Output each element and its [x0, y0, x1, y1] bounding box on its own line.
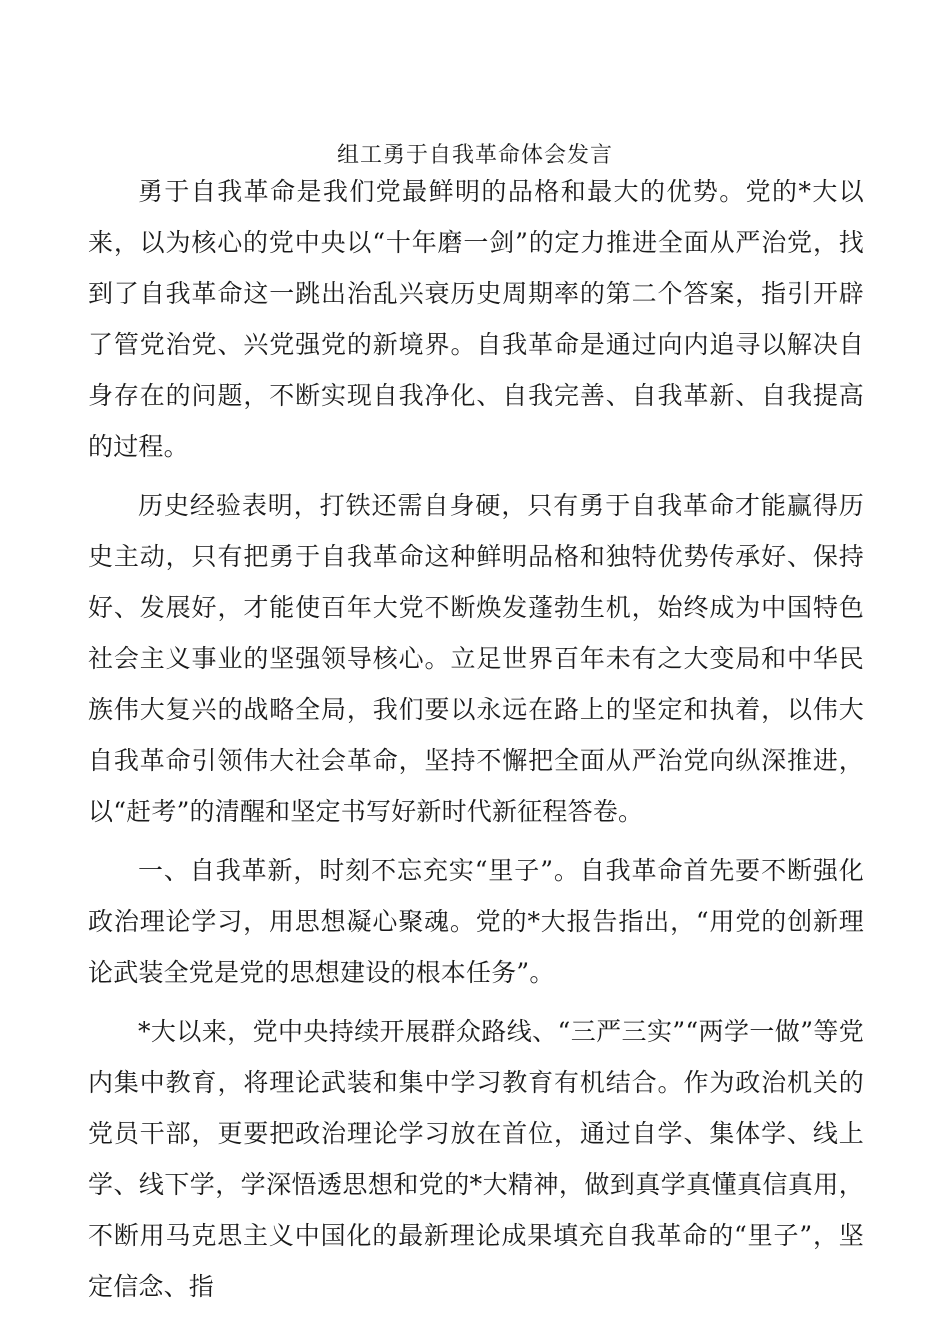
paragraph-2: 历史经验表明，打铁还需自身硬，只有勇于自我革命才能赢得历史主动，只有把勇于自我革命这种鲜明品格和独特优势传承好、保持好、发展好，才能使百年大党不断焕发蓬勃生机，始终成为中国特色社会主义事业的坚强领导核心。立足世界百年未有之大变局和中华民族伟大复兴的战略全局，我们要以永远在路上的坚定和执着，以伟大自我革命引领伟大社会革命，坚持不懈把全面从严治党向纵深推进，以“赶考”的清醒和坚定书写好新时代新征程答卷。: [88, 491, 864, 826]
paragraph-1: 勇于自我革命是我们党最鲜明的品格和最大的优势。党的*大以来，以为核心的党中央以“十年磨一剑”的定力推进全面从严治党，找到了自我革命这一跳出治乱兴衰历史周期率的第二个答案，指引开辟了管党治党、兴党强党的新境界。自我革命是通过向内追寻以解决自身存在的问题，不断实现自我净化、自我完善、自我革新、自我提高的过程。: [88, 177, 864, 461]
paragraph-3: 一、自我革新，时刻不忘充实“里子”。自我革命首先要不断强化政治理论学习，用思想凝心聚魂。党的*大报告指出，“用党的创新理论武装全党是党的思想建设的根本任务”。: [88, 856, 864, 987]
document-body: [88, 166, 864, 1320]
paragraph-4: *大以来，党中央持续开展群众路线、“三严三实”“两学一做”等党内集中教育，将理论武装和集中学习教育有机结合。作为政治机关的党员干部，更要把政治理论学习放在首位，通过自学、集体学、线上学、线下学，学深悟透思想和党的*大精神，做到真学真懂真信真用，不断用马克思主义中国化的最新理论成果填充自我革命的“里子”，坚定信念、指: [88, 1017, 864, 1301]
document-title: 组工勇于自我革命体会发言: [336, 143, 613, 168]
